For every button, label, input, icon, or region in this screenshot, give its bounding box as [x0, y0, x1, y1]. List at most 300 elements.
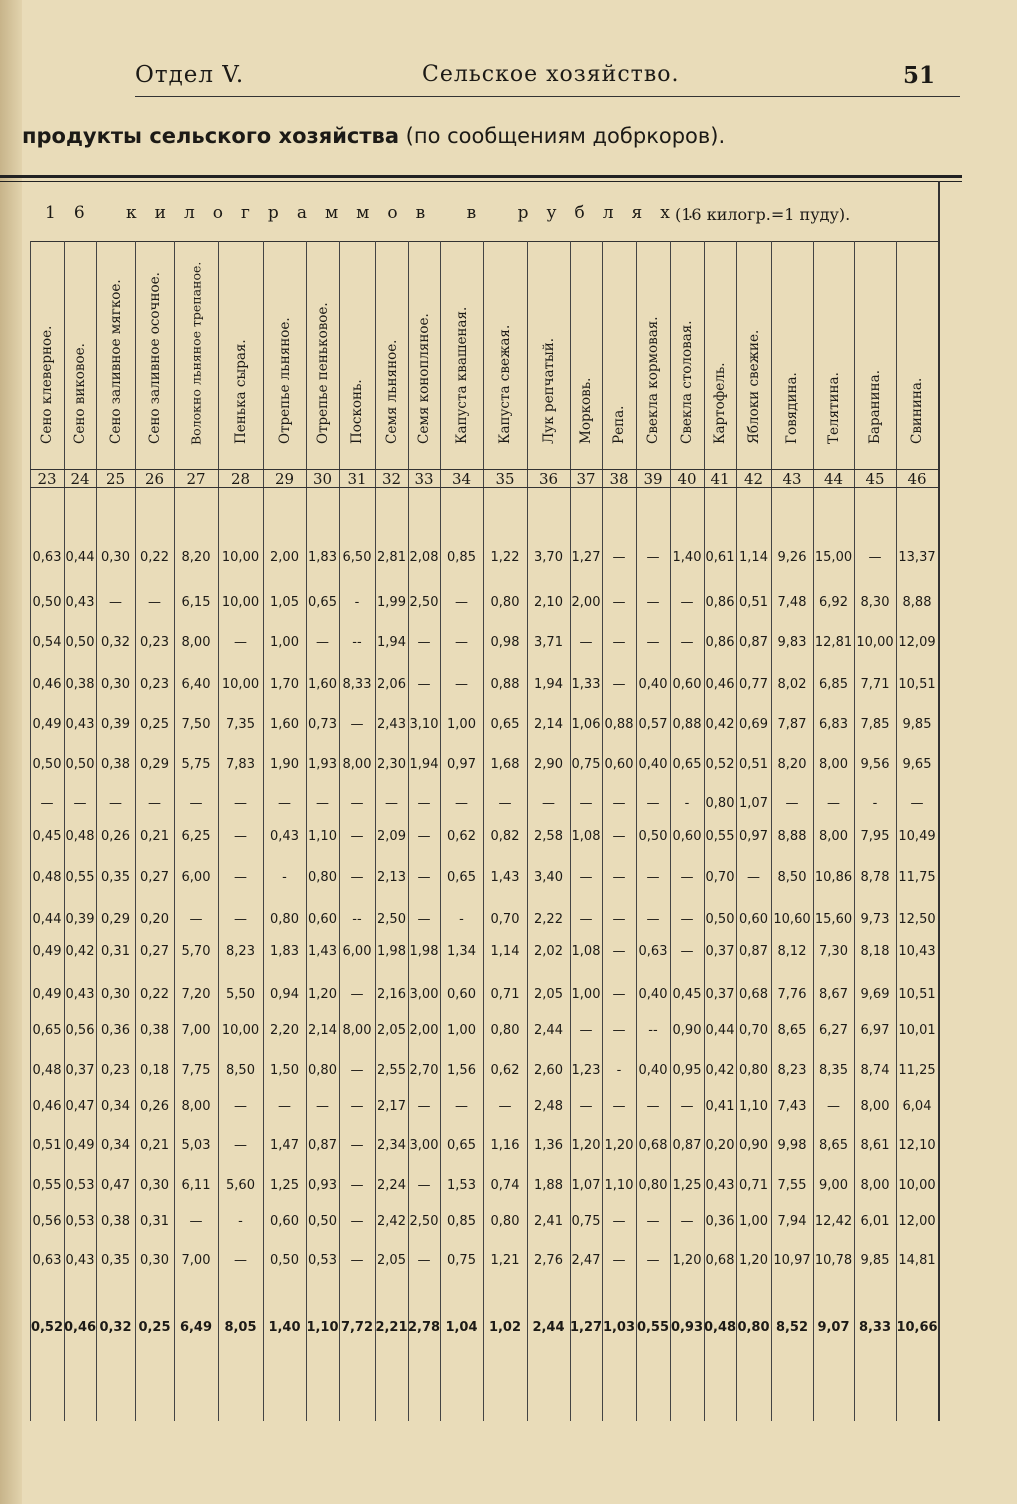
table-cell: 0,80	[739, 1063, 768, 1078]
total-cell: 9,07	[817, 1320, 850, 1335]
table-cell: 0,74	[490, 1178, 520, 1193]
table-cell: —	[579, 635, 593, 650]
table-cell: 0,42	[65, 944, 95, 959]
table-cell: 8,30	[860, 595, 890, 610]
table-cell: 0,46	[32, 677, 62, 692]
table-cell: 0,37	[65, 1063, 95, 1078]
table-cell: 0,86	[705, 595, 735, 610]
column-header	[174, 241, 218, 466]
table-cell: 0,56	[32, 1214, 62, 1229]
column-header	[570, 241, 602, 466]
table-cell: 1,34	[447, 944, 476, 959]
column-header-label: Семя льняное.	[383, 339, 400, 444]
table-cell: 0,22	[140, 987, 169, 1002]
table-cell: 8,65	[819, 1138, 848, 1153]
table-cell: -	[616, 1063, 622, 1078]
column-header-label: Картофель.	[711, 362, 728, 444]
column-number: 23	[37, 470, 57, 488]
table-cell: 12,50	[898, 912, 936, 927]
table-cell: 1,05	[270, 595, 299, 610]
table-cell: 0,30	[140, 1253, 169, 1268]
table-cell: 2,44	[534, 1023, 563, 1038]
table-cell: 2,30	[377, 757, 406, 772]
table-cell: 0,49	[32, 717, 62, 732]
table-cell: —	[785, 796, 799, 811]
table-cell: 8,50	[226, 1063, 255, 1078]
table-cell: —	[646, 635, 660, 650]
table-cell: 12,00	[898, 1214, 936, 1229]
table-cell: 0,50	[705, 912, 735, 927]
table-cell: 0,53	[308, 1253, 337, 1268]
table-cell: 0,50	[32, 757, 62, 772]
table-cell: 0,69	[739, 717, 768, 732]
column-header-label: Свинина.	[908, 377, 925, 444]
table-cell: 12,10	[898, 1138, 936, 1153]
table-cell: —	[827, 1099, 840, 1114]
table-cell: —	[350, 1178, 364, 1193]
table-cell: —	[455, 677, 468, 692]
table-cell: 0,34	[101, 1138, 130, 1153]
table-cell: 0,82	[490, 829, 520, 844]
column-header-label: Сено заливное осочное.	[146, 271, 163, 444]
table-cell: 1,20	[672, 1253, 702, 1268]
table-right-border	[938, 181, 940, 1421]
table-cell: 10,51	[898, 677, 936, 692]
table-cell: 6,15	[181, 595, 211, 610]
table-cell: 6,92	[819, 595, 848, 610]
table-cell: —	[417, 1099, 431, 1114]
table-cell: 0,57	[638, 717, 668, 732]
column-header-label: Волокно льняное трепаное.	[188, 261, 204, 445]
table-cell: 0,63	[32, 550, 62, 565]
table-cell: 0,60	[672, 829, 702, 844]
table-cell: 0,47	[101, 1178, 130, 1193]
table-cell: 9,98	[777, 1138, 807, 1153]
table-cell: 7,71	[860, 677, 890, 692]
table-cell: —	[868, 550, 882, 565]
table-cell: 2,05	[377, 1023, 406, 1038]
table-cell: 0,38	[101, 757, 130, 772]
table-cell: 0,43	[65, 987, 95, 1002]
column-header-label: Свекла столовая.	[678, 320, 695, 444]
column-number: 29	[274, 470, 295, 488]
table-cell: 1,90	[270, 757, 299, 772]
table-cell: 0,22	[140, 550, 169, 565]
table-cell: —	[350, 1253, 364, 1268]
table-cell: 1,20	[604, 1138, 634, 1153]
table-cell: 2,00	[571, 595, 601, 610]
column-header	[636, 241, 670, 466]
table-cell: 10,00	[221, 595, 260, 610]
table-cell: -	[238, 1214, 243, 1229]
table-cell: 0,41	[705, 1099, 735, 1114]
table-cell: 8,20	[181, 550, 211, 565]
table-cell: 0,42	[705, 1063, 735, 1078]
page-number: 51	[902, 62, 935, 89]
table-cell: 2,16	[377, 987, 406, 1002]
table-cell: 6,83	[819, 717, 848, 732]
column-header-label: Капуста свежая.	[496, 324, 513, 444]
table-cell: —	[417, 1178, 431, 1193]
table-cell: 2,76	[534, 1253, 563, 1268]
table-cell: 5,75	[181, 757, 211, 772]
total-cell: 0,52	[30, 1320, 64, 1335]
table-cell: 6,50	[342, 550, 372, 565]
table-cell: 0,85	[447, 550, 476, 565]
table-cell: 9,56	[860, 757, 890, 772]
table-cell: —	[73, 796, 87, 811]
table-cell: 0,43	[705, 1178, 735, 1193]
table-cell: 7,35	[226, 717, 255, 732]
table-cell: 7,85	[860, 717, 890, 732]
table-cell: —	[680, 870, 694, 885]
column-number: 41	[710, 470, 730, 488]
table-cell: —	[612, 987, 626, 1002]
table-cell: —	[646, 796, 660, 811]
table-cell: —	[579, 870, 593, 885]
table-cell: 6,00	[181, 870, 211, 885]
table-cell: 0,52	[705, 757, 735, 772]
table-cell: 0,60	[604, 757, 634, 772]
table-cell: —	[417, 870, 431, 885]
table-cell: 12,09	[898, 635, 936, 650]
table-cell: 1,47	[270, 1138, 299, 1153]
table-cell: 1,40	[672, 550, 702, 565]
table-cell: 0,97	[447, 757, 476, 772]
table-cell: 8,23	[777, 1063, 807, 1078]
table-cell: 0,36	[101, 1023, 130, 1038]
table-cell: 10,00	[898, 1178, 936, 1193]
table-cell: 1,98	[377, 944, 406, 959]
table-cell: 0,37	[705, 987, 735, 1002]
table-cell: 8,88	[777, 829, 807, 844]
table-cell: —	[612, 912, 626, 927]
table-cell: —	[417, 1253, 431, 1268]
table-cell: 0,49	[32, 944, 62, 959]
table-cell: 1,07	[739, 796, 768, 811]
table-cell: 0,56	[65, 1023, 95, 1038]
table-cell: 8,00	[819, 757, 848, 772]
table-cell: —	[498, 1099, 512, 1114]
column-number: 28	[230, 470, 251, 488]
table-cell: 0,60	[739, 912, 768, 927]
table-cell: 10,00	[221, 550, 260, 565]
table-cell: -	[459, 912, 464, 927]
table-cell: 0,43	[270, 829, 299, 844]
column-header	[813, 241, 854, 466]
table-cell: 0,50	[32, 595, 62, 610]
table-cell: 2,50	[377, 912, 406, 927]
table-cell: 0,30	[101, 550, 130, 565]
table-cell: 0,60	[672, 677, 702, 692]
table-cell: 0,50	[65, 757, 95, 772]
column-header-label: Репа.	[610, 405, 627, 444]
table-cell: 2,55	[377, 1063, 406, 1078]
table-cell: —	[646, 595, 660, 610]
table-cell: 0,38	[65, 677, 95, 692]
column-header	[339, 241, 375, 466]
table-cell: 0,23	[140, 677, 169, 692]
table-cell: —	[417, 796, 431, 811]
table-cell: 1,53	[447, 1178, 476, 1193]
table-cell: —	[234, 829, 247, 844]
table-cell: 2,08	[409, 550, 439, 565]
table-cell: 2,06	[377, 677, 406, 692]
table-cell: 8,61	[860, 1138, 890, 1153]
table-cell: —	[680, 944, 694, 959]
table-cell: 0,27	[140, 944, 169, 959]
column-number: 25	[105, 470, 126, 488]
total-cell: 6,49	[179, 1320, 213, 1335]
table-cell: 0,29	[101, 912, 130, 927]
table-cell: 10,43	[898, 944, 936, 959]
table-cell: —	[350, 1099, 364, 1114]
table-cell: 0,68	[705, 1253, 735, 1268]
table-cell: 0,80	[270, 912, 299, 927]
table-cell: 9,85	[860, 1253, 890, 1268]
table-cell: 0,43	[65, 1253, 95, 1268]
table-cell: —	[612, 550, 626, 565]
table-cell: 2,60	[534, 1063, 563, 1078]
table-cell: 1,27	[571, 550, 601, 565]
table-cell: 0,31	[140, 1214, 169, 1229]
table-cell: 6,01	[860, 1214, 890, 1229]
table-cell: —	[680, 1099, 694, 1114]
table-cell: 0,30	[101, 987, 130, 1002]
column-header	[263, 241, 306, 466]
table-cell: 6,04	[902, 1099, 932, 1114]
table-cell: 3,70	[534, 550, 563, 565]
table-cell: 7,87	[777, 717, 807, 732]
table-cell: —	[612, 1253, 626, 1268]
table-cell: 8,65	[777, 1023, 807, 1038]
table-cell: 0,20	[140, 912, 169, 927]
total-cell: 8,52	[775, 1320, 809, 1335]
table-cell: —	[350, 1138, 364, 1153]
table-cell: 5,03	[181, 1138, 211, 1153]
table-cell: 1,36	[534, 1138, 563, 1153]
table-cell: —	[234, 1138, 247, 1153]
table-cell: 1,20	[739, 1253, 768, 1268]
table-cell: 0,75	[571, 757, 601, 772]
table-cell: 1,22	[490, 550, 520, 565]
total-cell: 2,78	[408, 1320, 441, 1335]
table-cell: 8,02	[777, 677, 807, 692]
table-cell: 7,43	[777, 1099, 807, 1114]
table-cell: 1,21	[490, 1253, 520, 1268]
table-cell: —	[612, 1214, 626, 1229]
table-cell: 1,83	[270, 944, 299, 959]
total-cell: 1,40	[268, 1320, 301, 1335]
table-cell: 0,49	[65, 1138, 95, 1153]
table-cell: 8,20	[777, 757, 807, 772]
column-header-label: Сено заливное мягкое.	[107, 279, 124, 444]
table-cell: —	[350, 1063, 364, 1078]
table-cell: 7,83	[226, 757, 255, 772]
table-cell: 0,93	[308, 1178, 337, 1193]
table-cell: --	[352, 912, 362, 927]
page-title: Сельское хозяйство.	[422, 62, 680, 87]
column-number: 31	[347, 470, 367, 488]
table-cell: —	[234, 796, 247, 811]
table-cell: 0,65	[447, 870, 476, 885]
table-cell: —	[455, 635, 468, 650]
table-cell: —	[189, 796, 203, 811]
table-cell: 11,75	[898, 870, 936, 885]
table-cell: 8,67	[819, 987, 848, 1002]
table-cell: 0,50	[308, 1214, 337, 1229]
table-cell: 11,25	[898, 1063, 936, 1078]
table-cell: 0,80	[490, 1023, 520, 1038]
table-cell: —	[385, 796, 398, 811]
table-cell: —	[316, 1099, 329, 1114]
column-header	[483, 241, 527, 466]
table-cell: 2,22	[534, 912, 563, 927]
table-cell: 0,47	[65, 1099, 95, 1114]
table-cell: —	[612, 635, 626, 650]
table-cell: —	[612, 870, 626, 885]
table-cell: 0,61	[705, 550, 735, 565]
table-cell: 0,55	[65, 870, 95, 885]
column-header	[135, 241, 174, 466]
table-cell: 10,51	[898, 987, 936, 1002]
table-cell: 0,36	[705, 1214, 735, 1229]
table-cell: 0,80	[638, 1178, 668, 1193]
table-cell: 6,00	[342, 944, 372, 959]
column-number: 32	[381, 470, 402, 488]
table-cell: 7,95	[860, 829, 890, 844]
table-cell: 8,74	[860, 1063, 890, 1078]
table-cell: 1,94	[377, 635, 406, 650]
table-cell: 0,44	[65, 550, 95, 565]
table-cell: 3,00	[409, 1138, 439, 1153]
table-cell: 8,88	[902, 595, 932, 610]
table-cell: 15,60	[814, 912, 853, 927]
table-cell: 10,60	[773, 912, 811, 927]
table-cell: 10,00	[221, 677, 260, 692]
table-cell: 0,23	[140, 635, 169, 650]
table-cell: 8,78	[860, 870, 890, 885]
table-cell: —	[646, 1099, 660, 1114]
column-header-label: Капуста квашеная.	[453, 306, 470, 444]
table-cell: -	[354, 595, 360, 610]
table-cell: 1,20	[571, 1138, 601, 1153]
table-cell: —	[579, 1099, 593, 1114]
table-cell: —	[350, 717, 364, 732]
table-cell: 9,85	[902, 717, 932, 732]
table-cell: 9,00	[819, 1178, 848, 1193]
table-cell: —	[579, 1023, 593, 1038]
table-cell: 1,00	[447, 1023, 476, 1038]
table-cell: 13,37	[898, 550, 936, 565]
table-cell: 0,80	[490, 595, 520, 610]
table-cell: 10,00	[221, 1023, 260, 1038]
table-cell: -	[684, 796, 690, 811]
table-cell: 1,23	[571, 1063, 601, 1078]
table-cell: —	[234, 912, 247, 927]
table-cell: 2,50	[409, 1214, 439, 1229]
table-cell: 9,26	[777, 550, 807, 565]
table-cell: 2,10	[534, 595, 563, 610]
table-cell: 8,35	[819, 1063, 848, 1078]
table-cell: 0,98	[490, 635, 520, 650]
table-cell: 1,60	[308, 677, 337, 692]
table-cell: 0,38	[140, 1023, 169, 1038]
table-cell: 0,90	[739, 1138, 768, 1153]
table-cell: 1,25	[270, 1178, 299, 1193]
table-cell: 0,85	[447, 1214, 476, 1229]
table-cell: 1,10	[604, 1178, 634, 1193]
total-cell: 2,44	[532, 1320, 565, 1335]
table-cell: 0,34	[101, 1099, 130, 1114]
header-rule	[135, 96, 960, 97]
unit-row	[30, 195, 940, 235]
table-cell: —	[109, 595, 122, 610]
table-cell: 0,38	[101, 1214, 130, 1229]
table-cell: 0,50	[65, 635, 95, 650]
table-cell: --	[352, 635, 362, 650]
table-cell: 0,63	[638, 944, 668, 959]
total-cell: 0,25	[138, 1320, 171, 1335]
column-number: 39	[643, 470, 663, 488]
table-cell: 0,49	[32, 987, 62, 1002]
table-cell: 1,94	[409, 757, 439, 772]
table-cell: 1,93	[308, 757, 337, 772]
table-cell: 0,95	[672, 1063, 702, 1078]
table-cell: 9,69	[860, 987, 890, 1002]
table-cell: 0,62	[447, 829, 476, 844]
table-cell: 0,86	[705, 635, 735, 650]
table-cell: —	[316, 796, 329, 811]
table-cell: 1,43	[308, 944, 337, 959]
table-cell: 0,44	[705, 1023, 735, 1038]
column-number: 43	[782, 470, 802, 488]
table-cell: —	[316, 635, 329, 650]
table-cell: —	[612, 944, 626, 959]
table-cell: —	[417, 677, 431, 692]
table-cell: 0,25	[140, 717, 169, 732]
table-cell: 0,48	[32, 1063, 62, 1078]
table-cell: —	[350, 1214, 364, 1229]
table-cell: —	[827, 796, 840, 811]
table-cell: 1,25	[672, 1178, 702, 1193]
table-cell: —	[910, 796, 924, 811]
total-cell: 0,80	[737, 1320, 770, 1335]
table-cell: 8,00	[860, 1178, 890, 1193]
table-cell: 0,40	[638, 987, 668, 1002]
table-cell: —	[234, 1253, 247, 1268]
table-cell: 1,99	[377, 595, 406, 610]
column-header	[670, 241, 704, 466]
column-number: 24	[70, 470, 90, 488]
column-header	[527, 241, 570, 466]
table-cell: —	[646, 870, 660, 885]
table-cell: 12,81	[814, 635, 853, 650]
table-cell: —	[455, 595, 468, 610]
table-cell: 7,30	[819, 944, 848, 959]
table-cell: 0,39	[65, 912, 95, 927]
table-cell: 5,70	[181, 944, 211, 959]
table-cell: 2,90	[534, 757, 563, 772]
table-cell: 8,18	[860, 944, 890, 959]
table-cell: —	[234, 1099, 247, 1114]
table-cell: 1,33	[571, 677, 601, 692]
table-cell: 0,40	[638, 757, 668, 772]
table-cell: 0,43	[65, 717, 95, 732]
column-header-label: Отрепье льняное.	[276, 317, 293, 444]
table-cell: —	[350, 870, 364, 885]
table-cell: 0,68	[739, 987, 768, 1002]
